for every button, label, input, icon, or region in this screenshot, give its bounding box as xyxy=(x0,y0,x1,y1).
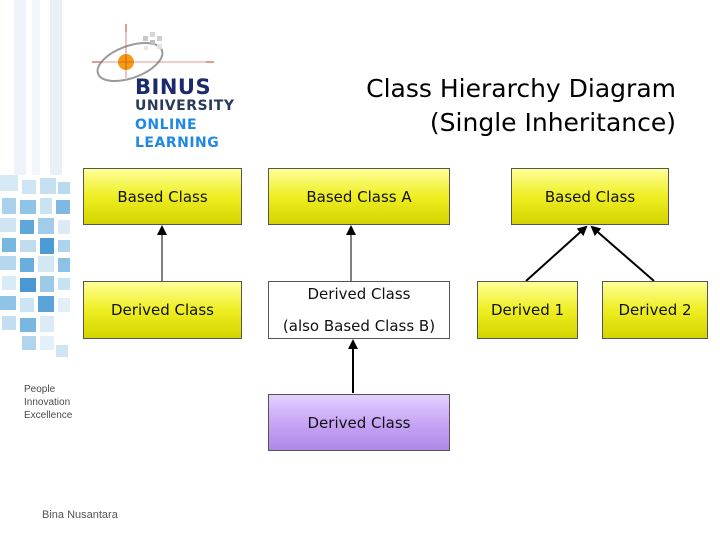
group2-base-class-a-box xyxy=(268,168,450,225)
group2-middle-class-box xyxy=(268,281,450,339)
logo-text-online: ONLINE xyxy=(135,117,198,133)
connector-group3-right xyxy=(592,227,654,281)
connector-group3-left xyxy=(526,227,586,281)
group3-derived1-label: Derived 1 xyxy=(490,301,565,319)
group2-derived-label: Derived Class xyxy=(307,413,411,432)
title-line-2: (Single Inheritance) xyxy=(429,108,676,137)
group2-middle-sublabel: (also Based Class B) xyxy=(282,317,436,335)
logo-text-university: UNIVERSITY xyxy=(135,98,235,114)
tagline-line: Excellence xyxy=(24,410,73,421)
group2-base-label: Based Class A xyxy=(306,187,412,206)
group1-derived-class-box xyxy=(83,281,242,339)
group1-derived-label: Derived Class xyxy=(111,301,214,319)
group3-derived2-label: Derived 2 xyxy=(618,301,692,319)
group3-base-class-box xyxy=(511,168,669,225)
tagline-line: Innovation xyxy=(24,397,71,408)
group3-derived2-box xyxy=(602,281,708,339)
footer-text: Bina Nusantara xyxy=(42,509,118,521)
group2-derived-class-box xyxy=(268,394,450,451)
logo-text-binus: BINUS xyxy=(135,75,212,99)
tagline-line: People xyxy=(24,384,56,395)
group3-base-label: Based Class xyxy=(544,187,636,206)
group1-base-class-box xyxy=(83,168,242,225)
group1-base-label: Based Class xyxy=(117,187,208,206)
group2-middle-label: Derived Class xyxy=(307,285,411,303)
logo-text-learning: LEARNING xyxy=(135,135,220,151)
group3-derived1-box xyxy=(477,281,578,339)
title-line-1: Class Hierarchy Diagram xyxy=(366,74,676,103)
